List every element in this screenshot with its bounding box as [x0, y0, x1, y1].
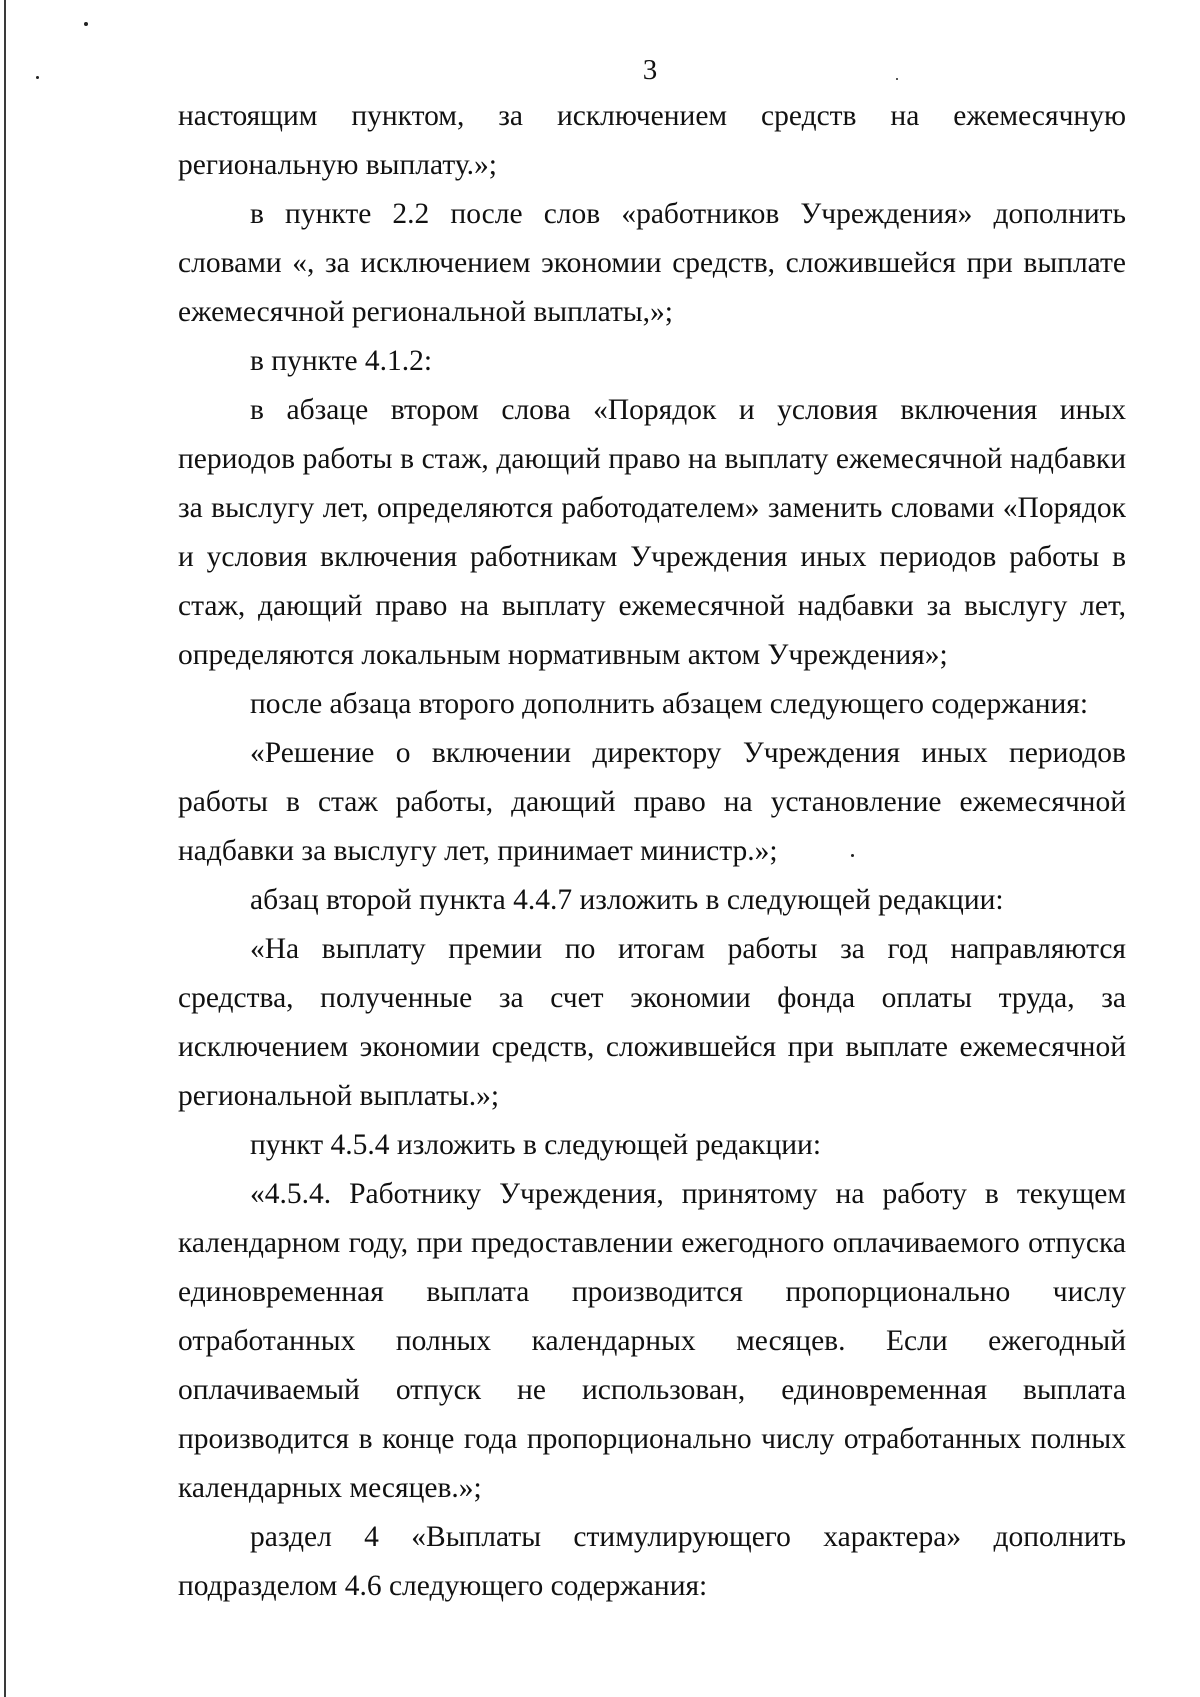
- paragraph: «4.5.4. Работнику Учреждения, принятому на работу в текущем календарном году, при предоставлении ежегодного оплачиваемого отпуска единовременная выплата производится пропорционально числу отработанных полных календарных месяцев. Если ежегодный оплачиваемый отпуск не использован, единовременная выплата производится в конце года пропорционально числу отработанных полных календарных месяцев.»;: [178, 1178, 1126, 1504]
- paragraph: после абзаца второго дополнить абзацем следующего содержания:: [250, 688, 1089, 720]
- document-body: [178, 92, 1126, 1611]
- scan-edge-line: [4, 0, 6, 1697]
- scan-speck: [84, 22, 88, 26]
- paragraph: «Решение о включении директору Учреждения иных периодов работы в стаж работы, дающий право на установление ежемесячной надбавки за выслугу лет, принимает министр.»;: [178, 737, 1126, 867]
- paragraph: настоящим пунктом, за исключением средств на ежемесячную региональную выплату.»;: [178, 100, 1126, 181]
- paragraph: абзац второй пункта 4.4.7 изложить в следующей редакции:: [250, 884, 1004, 916]
- page-number: 3: [642, 54, 658, 86]
- paragraph: в пункте 2.2 после слов «работников Учреждения» дополнить словами «, за исключением экономии средств, сложившейся при выплате ежемесячной региональной выплаты,»;: [178, 198, 1126, 328]
- paragraph: в абзаце втором слова «Порядок и условия включения иных периодов работы в стаж, дающий право на выплату ежемесячной надбавки за выслугу лет, определяются работодателем» заменить словами «Порядок и условия включения работникам Учреждения иных периодов работы в стаж, дающий право на выплату ежемесячной надбавки за выслугу лет, определяются локальным нормативным актом Учреждения»;: [178, 394, 1126, 671]
- paragraph: в пункте 4.1.2:: [250, 345, 433, 377]
- paragraph: «На выплату премии по итогам работы за год направляются средства, полученные за счет экономии фонда оплаты труда, за исключением экономии средств, сложившейся при выплате ежемесячной региональной выплаты.»;: [178, 933, 1126, 1112]
- paragraph: раздел 4 «Выплаты стимулирующего характера» дополнить подразделом 4.6 следующего содержания:: [178, 1521, 1126, 1602]
- paragraph: пункт 4.5.4 изложить в следующей редакции:: [250, 1129, 822, 1161]
